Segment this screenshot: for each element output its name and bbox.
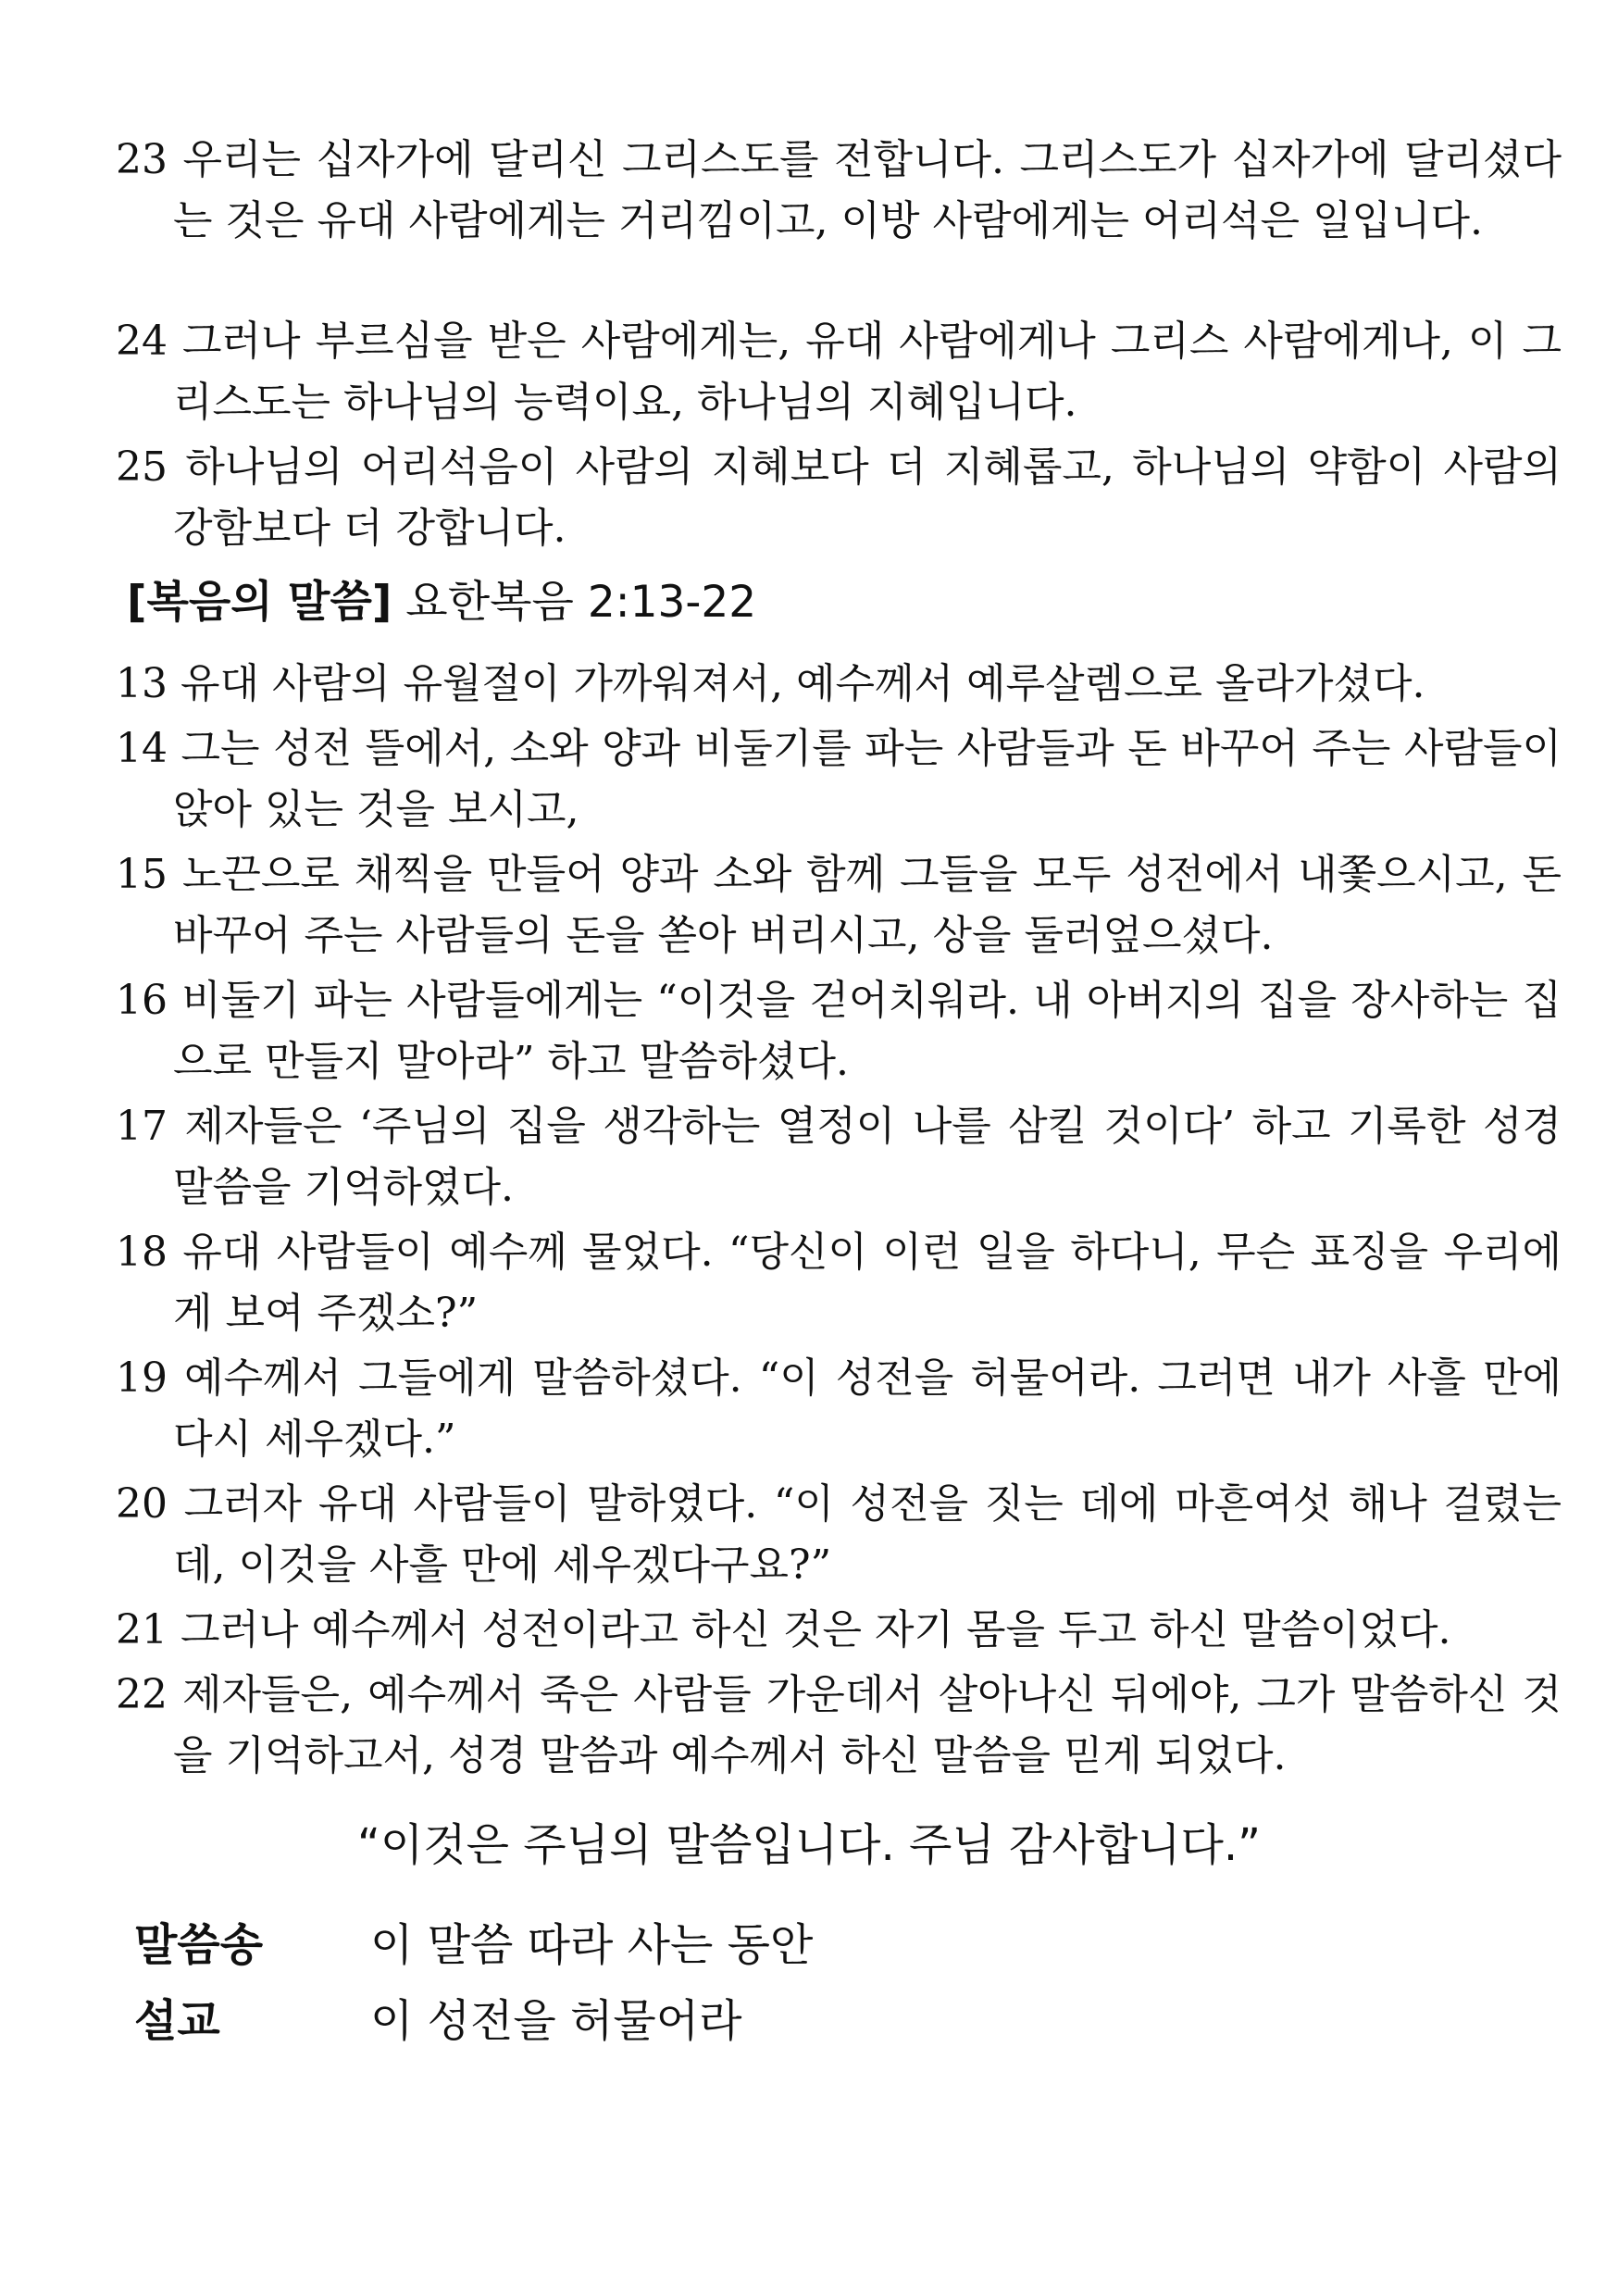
closing-response: “이것은 주님의 말씀입니다. 주님 감사합니다.”	[357, 1819, 1261, 1871]
verse-text: 그러나 예수께서 성전이라고 하신 것은 자기 몸을 두고 하신 말씀이었다.	[180, 1606, 1451, 1653]
verse-number: 25	[116, 443, 168, 491]
verse-text: 그러자 유대 사람들이 말하였다. “이 성전을 짓는 데에 마흔여섯 해나 걸렸는데, 이것을 사흘 만에 세우겠다구요?”	[173, 1480, 1562, 1589]
verse-number: 14	[116, 725, 168, 772]
gospel-reference: 요한복음 2:13-22	[405, 577, 757, 628]
service-item-value: 이 성전을 허물어라	[370, 1995, 742, 2047]
verse-text: 예수께서 그들에게 말씀하셨다. “이 성전을 허물어라. 그러면 내가 사흘 만에 다시 세우겠다.”	[173, 1354, 1562, 1463]
service-item-value: 이 말씀 따라 사는 동안	[370, 1919, 814, 1971]
verse-text: 그러나 부르심을 받은 사람에게는, 유대 사람에게나 그리스 사람에게나, 이 그리스도는 하나님의 능력이요, 하나님의 지혜입니다.	[173, 318, 1562, 426]
verse-20	[116, 1474, 1562, 1596]
verse-text: 하나님의 어리석음이 사람의 지혜보다 더 지혜롭고, 하나님의 약함이 사람의 강함보다 더 강합니다.	[173, 443, 1562, 552]
verse-number: 18	[116, 1229, 168, 1276]
verse-15	[116, 844, 1562, 967]
verse-number: 22	[116, 1671, 168, 1718]
gospel-heading	[127, 572, 756, 633]
verse-22	[116, 1665, 1562, 1787]
service-item-label: 말씀송	[134, 1919, 264, 1971]
verse-17	[116, 1096, 1562, 1218]
verse-number: 17	[116, 1103, 168, 1150]
verse-text: 유대 사람들이 예수께 물었다. “당신이 이런 일을 하다니, 무슨 표징을 우리에게 보여 주겠소?”	[173, 1229, 1562, 1337]
verse-number: 20	[116, 1480, 168, 1528]
verse-text: 비둘기 파는 사람들에게는 “이것을 걷어치워라. 내 아버지의 집을 장사하는 집으로 만들지 말아라” 하고 말씀하셨다.	[173, 977, 1562, 1085]
verse-text: 제자들은 ‘주님의 집을 생각하는 열정이 나를 삼킬 것이다’ 하고 기록한 성경 말씀을 기억하였다.	[173, 1103, 1562, 1211]
verse-18	[116, 1222, 1562, 1344]
verse-text: 그는 성전 뜰에서, 소와 양과 비둘기를 파는 사람들과 돈 바꾸어 주는 사람들이 앉아 있는 것을 보시고,	[173, 725, 1562, 833]
verse-number: 24	[116, 318, 168, 365]
gospel-label: [복음의 말씀]	[127, 577, 392, 628]
service-item-label: 설교	[134, 1995, 220, 2047]
verse-number: 19	[116, 1354, 168, 1402]
verse-text: 우리는 십자가에 달리신 그리스도를 전합니다. 그리스도가 십자가에 달리셨다는 것은 유대 사람에게는 거리낌이고, 이방 사람에게는 어리석은 일입니다.	[173, 136, 1562, 244]
verse-number: 21	[116, 1606, 168, 1653]
verse-13	[116, 654, 1562, 715]
verse-16	[116, 970, 1562, 1092]
verse-number: 23	[116, 136, 168, 183]
verse-text: 제자들은, 예수께서 죽은 사람들 가운데서 살아나신 뒤에야, 그가 말씀하신 것을 기억하고서, 성경 말씀과 예수께서 하신 말씀을 믿게 되었다.	[173, 1671, 1562, 1779]
verse-23	[116, 130, 1562, 252]
verse-24	[116, 311, 1562, 433]
verse-text: 노끈으로 채찍을 만들어 양과 소와 함께 그들을 모두 성전에서 내쫓으시고, 돈 바꾸어 주는 사람들의 돈을 쏟아 버리시고, 상을 둘러엎으셨다.	[173, 851, 1562, 959]
verse-number: 13	[116, 660, 168, 707]
verse-number: 15	[116, 851, 168, 898]
verse-19	[116, 1348, 1562, 1470]
verse-14	[116, 718, 1562, 841]
verse-text: 유대 사람의 유월절이 가까워져서, 예수께서 예루살렘으로 올라가셨다.	[180, 660, 1425, 707]
verse-21	[116, 1600, 1562, 1661]
verse-25	[116, 437, 1562, 559]
verse-number: 16	[116, 977, 168, 1024]
